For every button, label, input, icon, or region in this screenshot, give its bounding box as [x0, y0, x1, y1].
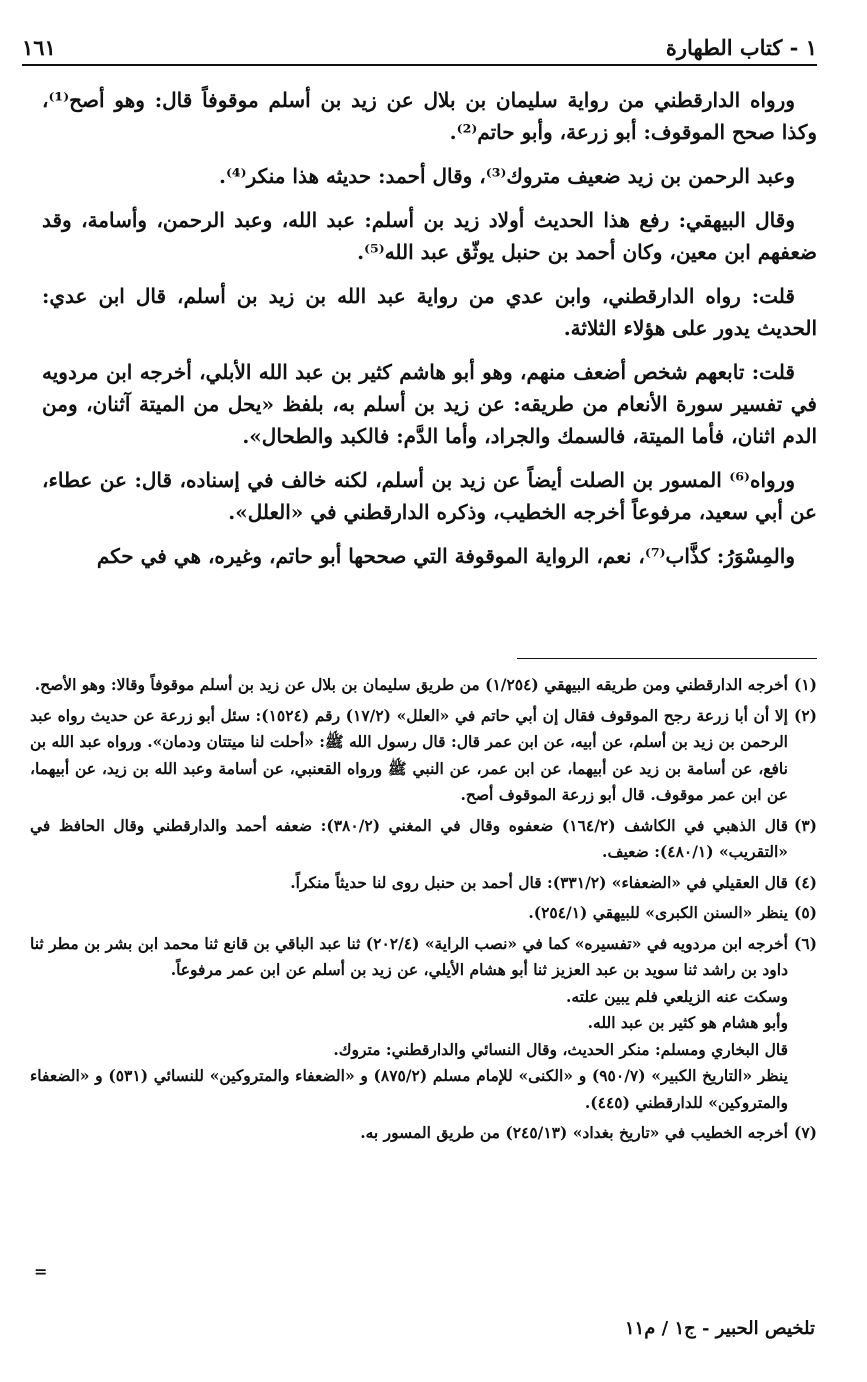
page-header: [22, 30, 817, 66]
paragraph: ورواه⁽⁶⁾ المسور بن الصلت أيضاً عن زيد بن أسلم، لكنه خالف في إسناده، قال: عن عطاء، عن أبي سعيد، مرفوعاً أخرجه الخطيب، وذكره الدارقطني في «العلل».: [42, 468, 817, 524]
footnote-line: قال الذهبي في الكاشف (١٦٤/٢) ضعفوه وقال في المغني (٣٨٠/٢): ضعفه أحمد والدارقطني وقال الحافظ في «التقريب» (٤٨٠/١): ضعيف.: [30, 815, 788, 861]
footnote-body: [30, 870, 788, 897]
footnote-line: أخرجه الخطيب في «تاريخ بغداد» (٢٤٥/١٣) من طريق المسور به.: [360, 1123, 788, 1142]
footnote-body: [30, 703, 788, 809]
footnote-number: (٦): [793, 933, 817, 953]
footnote-divider: [517, 658, 817, 659]
signature-line: تلخيص الحبير - ج١ / م١١: [624, 1318, 815, 1339]
footnote-number: (٧): [793, 1123, 817, 1142]
footnotes: [30, 672, 817, 1151]
footnote-line: قال البخاري ومسلم: منكر الحديث، وقال النسائي والدارقطني: متروك.: [333, 1039, 788, 1059]
footnote-3: [30, 813, 817, 866]
footnote-5: [30, 900, 817, 927]
footnote-number: (٢): [793, 705, 817, 725]
paragraph: قلت: رواه الدارقطني، وابن عدي من رواية عبد الله بن زيد بن أسلم، قال ابن عدي: الحديث يدور على هؤلاء الثلاثة.: [42, 284, 817, 340]
continuation-mark: =: [34, 1262, 48, 1281]
footnote-body: [30, 931, 788, 1117]
footnote-line: أخرجه ابن مردويه في «تفسيره» كما في «نصب الراية» (٢٠٢/٤) ثنا عبد الباقي بن قانع ثنا محمد ابن بشر بن مطر ثنا داود بن راشد ثنا سويد بن عبد العزيز ثنا أبو هشام الأيلي، عن زيد بن أسلم عن ابن عمر مرفوعاً.: [30, 933, 788, 979]
footnote-number: (١): [793, 675, 817, 694]
running-title: ١ - كتاب الطهارة: [665, 35, 817, 60]
footnote-6: [30, 931, 817, 1117]
paragraph: وعبد الرحمن بن زيد ضعيف متروك⁽³⁾، وقال أحمد: حديثه هذا منكر⁽⁴⁾.: [218, 164, 795, 188]
footnote-line: ينظر «السنن الكبرى» للبيهقي (٢٥٤/١).: [528, 903, 788, 922]
page-number: ١٦١: [22, 35, 56, 60]
footnote-body: [30, 1120, 788, 1147]
paragraph: والمِسْوَرُ: كذَّاب⁽⁷⁾، نعم، الرواية الموقوفة التي صححها أبو حاتم، وغيره، هي في حكم: [96, 544, 795, 568]
footnote-line: أخرجه الدارقطني ومن طريقه البيهقي (١/٢٥٤) من طريق سليمان بن بلال عن زيد بن أسلم موقوفاً وقالا: وهو الأصح.: [34, 675, 788, 694]
footnote-number: (٤): [793, 872, 817, 892]
main-text: [42, 84, 817, 584]
footnote-7: [30, 1120, 817, 1147]
footnote-4: [30, 870, 817, 897]
footnote-line: وأبو هشام هو كثير بن عبد الله.: [587, 1013, 788, 1032]
footnote-number: (٣): [793, 815, 817, 835]
footnote-2: [30, 703, 817, 809]
footnote-body: [30, 813, 788, 866]
footnote-body: [30, 900, 788, 927]
footnote-line: ينظر «التاريخ الكبير» (٩٥٠/٧) و «الكنى» للإمام مسلم (٨٧٥/٢) و «الضعفاء والمتروكين» للنسائي (٥٣١) و «الضعفاء والمتروكين» للدارقطني (٤٤٥).: [30, 1066, 788, 1112]
footnote-line: وسكت عنه الزيلعي فلم يبين علته.: [566, 986, 788, 1006]
footnote-1: [30, 672, 817, 699]
paragraph: قلت: تابعهم شخص أضعف منهم، وهو أبو هاشم كثير بن عبد الله الأبلي، أخرجه ابن مردويه في تفسير سورة الأنعام من طريقه: عن زيد بن أسلم به، بلفظ «يحل من الميتة آثنان، ومن الدم اثنان، فأما الميتة، فالسمك والجراد، وأما الدَّم: فالكبد والطحال».: [42, 360, 817, 448]
footnote-line: إلا أن أبا زرعة رجح الموقوف فقال إن أبي حاتم في «العلل» (١٧/٢) رقم (١٥٢٤): سئل أبو زرعة عن حديث رواه عبد الرحمن بن زيد بن أسلم، عن أبيه، عن ابن عمر قال: قال رسول الله ﷺ: «أحلت لنا ميتتان ودمان». ورواه عبد الله بن نافع، عن أسامة بن زيد عن أبيهما، عن ابن عمر، عن النبي ﷺ ورواه القعنبي، عن أسامة وعبد الله بن زيد، عن أبيهما، عن ابن عمر موقوف. قال أبو زرعة الموقوف أصح.: [30, 705, 788, 804]
paragraph: ورواه الدارقطني من رواية سليمان بن بلال عن زيد بن أسلم موقوفاً قال: وهو أصح⁽¹⁾، وكذا صحح الموقوف: أبو زرعة، وأبو حاتم⁽²⁾.: [42, 88, 817, 144]
footnote-body: [30, 672, 788, 699]
paragraph: وقال البيهقي: رفع هذا الحديث أولاد زيد بن أسلم: عبد الله، وعبد الرحمن، وأسامة، وقد ضعفهم ابن معين، وكان أحمد بن حنبل يوثّق عبد الله⁽⁵⁾.: [42, 208, 817, 264]
footnote-line: قال العقيلي في «الضعفاء» (٣٣١/٢): قال أحمد بن حنبل روى لنا حديثاً منكراً.: [290, 872, 788, 892]
footnote-number: (٥): [793, 903, 817, 922]
